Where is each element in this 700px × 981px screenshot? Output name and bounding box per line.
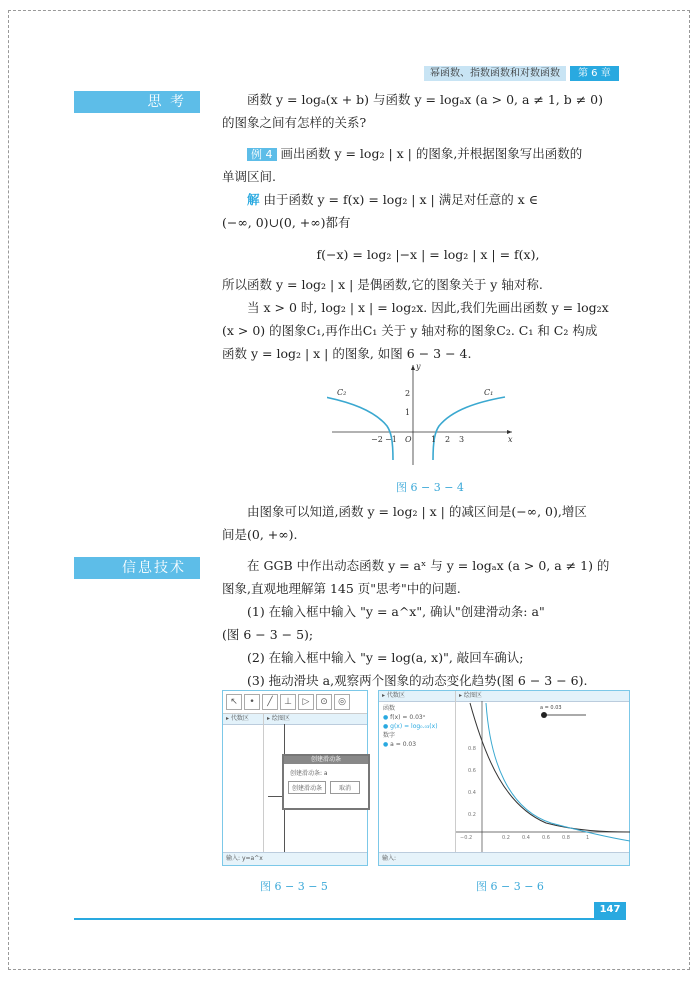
c2-label: C₂ — [337, 388, 347, 397]
svg-text:0.4: 0.4 — [468, 790, 476, 796]
conclusion-line1: 由图象可以知道,函数 y = log₂ | x | 的减区间是(−∞, 0),增区 — [247, 504, 587, 519]
figure-caption-634: 图 6 − 3 − 4 — [396, 481, 464, 494]
solution-line2: (−∞, 0)∪(0, +∞)都有 — [222, 215, 351, 230]
chapter-title: 幂函数、指数函数和对数函数 — [424, 66, 566, 81]
info-line1: 在 GGB 中作出动态函数 y = aˣ 与 y = logₐx (a > 0, a ≠ 1) 的 — [247, 558, 610, 573]
ggb-window-slider — [222, 690, 368, 866]
info-tech-tag: 信息技术 — [74, 557, 200, 579]
example4-text: 画出函数 y = log₂ | x | 的图象,并根据图象写出函数的 — [276, 146, 583, 161]
svg-text:0.6: 0.6 — [468, 768, 476, 774]
solution-tag: 解 — [247, 192, 260, 207]
section-functions: 函数 — [383, 705, 396, 712]
step2: (2) 在输入框中输入 "y = log(a, x)", 敲回车确认; — [247, 650, 524, 665]
solution-text: 由于函数 y = f(x) = log₂ | x | 满足对任意的 x ∈ — [259, 192, 538, 207]
figure-caption-636: 图 6 − 3 − 6 — [476, 880, 544, 893]
move-tool-icon[interactable]: ↖ — [226, 694, 242, 710]
section-numbers: 数字 — [383, 732, 396, 739]
para-even: 所以函数 y = log₂ | x | 是偶函数,它的图象关于 y 轴对称. — [222, 277, 543, 292]
formula: f(−x) = log₂ |−x | = log₂ | x | = f(x), — [316, 247, 540, 262]
c1-label: C₁ — [484, 388, 494, 397]
slider-dialog — [282, 754, 370, 810]
log-abs-graph — [327, 360, 517, 470]
footer-rule — [74, 918, 626, 920]
input-label: 输入: — [226, 855, 241, 862]
svg-text:1: 1 — [586, 835, 590, 841]
svg-text:−2: −2 — [371, 435, 383, 444]
svg-text:x: x — [508, 435, 513, 444]
step3: (3) 拖动滑块 a,观察两个图象的动态变化趋势(图 6 − 3 − 6). — [247, 673, 588, 688]
chapter-header — [424, 66, 619, 81]
ggb-toolbar — [223, 691, 367, 714]
line-tool-icon[interactable]: ╱ — [262, 694, 278, 710]
f-expression[interactable]: ● f(x) = 0.03ˣ — [383, 714, 426, 721]
slider-handle — [541, 712, 547, 718]
graphics-view-header[interactable]: ▸ 绘图区 — [456, 691, 629, 702]
svg-text:1: 1 — [431, 435, 437, 444]
para-p2c: 函数 y = log₂ | x | 的图象, 如图 6 − 3 − 4. — [222, 346, 472, 361]
svg-text:0.2: 0.2 — [468, 812, 476, 818]
example-tag: 例 4 — [247, 148, 277, 161]
input-bar[interactable] — [379, 852, 629, 865]
polygon-tool-icon[interactable]: ▷ — [298, 694, 314, 710]
svg-text:3: 3 — [459, 435, 465, 444]
create-slider-button[interactable]: 创建滑动条 — [288, 781, 326, 794]
think-line1: 函数 y = logₐ(x + b) 与函数 y = logₐx (a > 0, a ≠ 1, b ≠ 0) — [247, 92, 603, 107]
svg-text:O: O — [405, 435, 412, 444]
a-value[interactable]: ● a = 0.03 — [383, 741, 417, 748]
svg-text:0.8: 0.8 — [562, 835, 570, 841]
svg-text:0.2: 0.2 — [502, 835, 510, 841]
perpendicular-tool-icon[interactable]: ⊥ — [280, 694, 296, 710]
cancel-button[interactable]: 取消 — [330, 781, 360, 794]
para-p2a: 当 x > 0 时, log₂ | x | = log₂x. 因此,我们先画出函数 y = log₂x — [247, 300, 609, 315]
step1b: (图 6 − 3 − 5); — [222, 627, 314, 642]
graphics-view-header[interactable]: ▸ 绘图区 — [264, 714, 367, 725]
input-field[interactable]: y=a^x — [241, 855, 263, 862]
para-p2b: (x > 0) 的图象C₁,再作出C₁ 关于 y 轴对称的图象C₂. C₁ 和 C₂ 构成 — [222, 323, 598, 338]
svg-text:0.8: 0.8 — [468, 746, 476, 752]
svg-text:2: 2 — [445, 435, 451, 444]
think-line2: 的图象之间有怎样的关系? — [222, 115, 367, 130]
figure-caption-635: 图 6 − 3 − 5 — [260, 880, 328, 893]
example4-line2: 单调区间. — [222, 169, 276, 184]
solution-line1 — [222, 188, 634, 211]
svg-text:2: 2 — [405, 389, 411, 398]
svg-text:y: y — [416, 362, 421, 371]
step1a: (1) 在输入框中输入 "y = a^x", 确认"创建滑动条: a" — [247, 604, 545, 619]
algebra-view-header[interactable]: ▸ 代数区 — [379, 691, 455, 702]
chapter-number: 第 6 章 — [570, 66, 619, 81]
svg-text:0.6: 0.6 — [542, 835, 550, 841]
example4-line1 — [222, 142, 634, 166]
think-tag: 思 考 — [74, 91, 200, 113]
algebra-view-header[interactable]: ▸ 代数区 — [223, 714, 263, 725]
input-label: 输入: — [382, 855, 397, 862]
conclusion-line2: 间是(0, +∞). — [222, 527, 298, 542]
circle-tool-icon[interactable]: ⊙ — [316, 694, 332, 710]
point-tool-icon[interactable]: • — [244, 694, 260, 710]
circle3-tool-icon[interactable]: ◎ — [334, 694, 350, 710]
info-line2: 图象,直观地理解第 145 页"思考"中的问题. — [222, 581, 461, 596]
exp-log-plot — [456, 701, 630, 853]
g-expression[interactable]: ● g(x) = log₀.₀₃(x) — [383, 723, 438, 730]
dialog-title: 创建滑动条 — [284, 756, 368, 764]
svg-text:−0.2: −0.2 — [460, 835, 473, 841]
svg-text:0.4: 0.4 — [522, 835, 530, 841]
page-number: 147 — [594, 902, 626, 918]
input-bar[interactable] — [223, 852, 367, 865]
dialog-text: 创建滑动条: a — [290, 770, 328, 777]
slider-label: a = 0.03 — [540, 705, 562, 711]
svg-text:−1: −1 — [385, 435, 397, 444]
ggb-window-dynamic — [378, 690, 630, 866]
svg-text:1: 1 — [405, 408, 411, 417]
